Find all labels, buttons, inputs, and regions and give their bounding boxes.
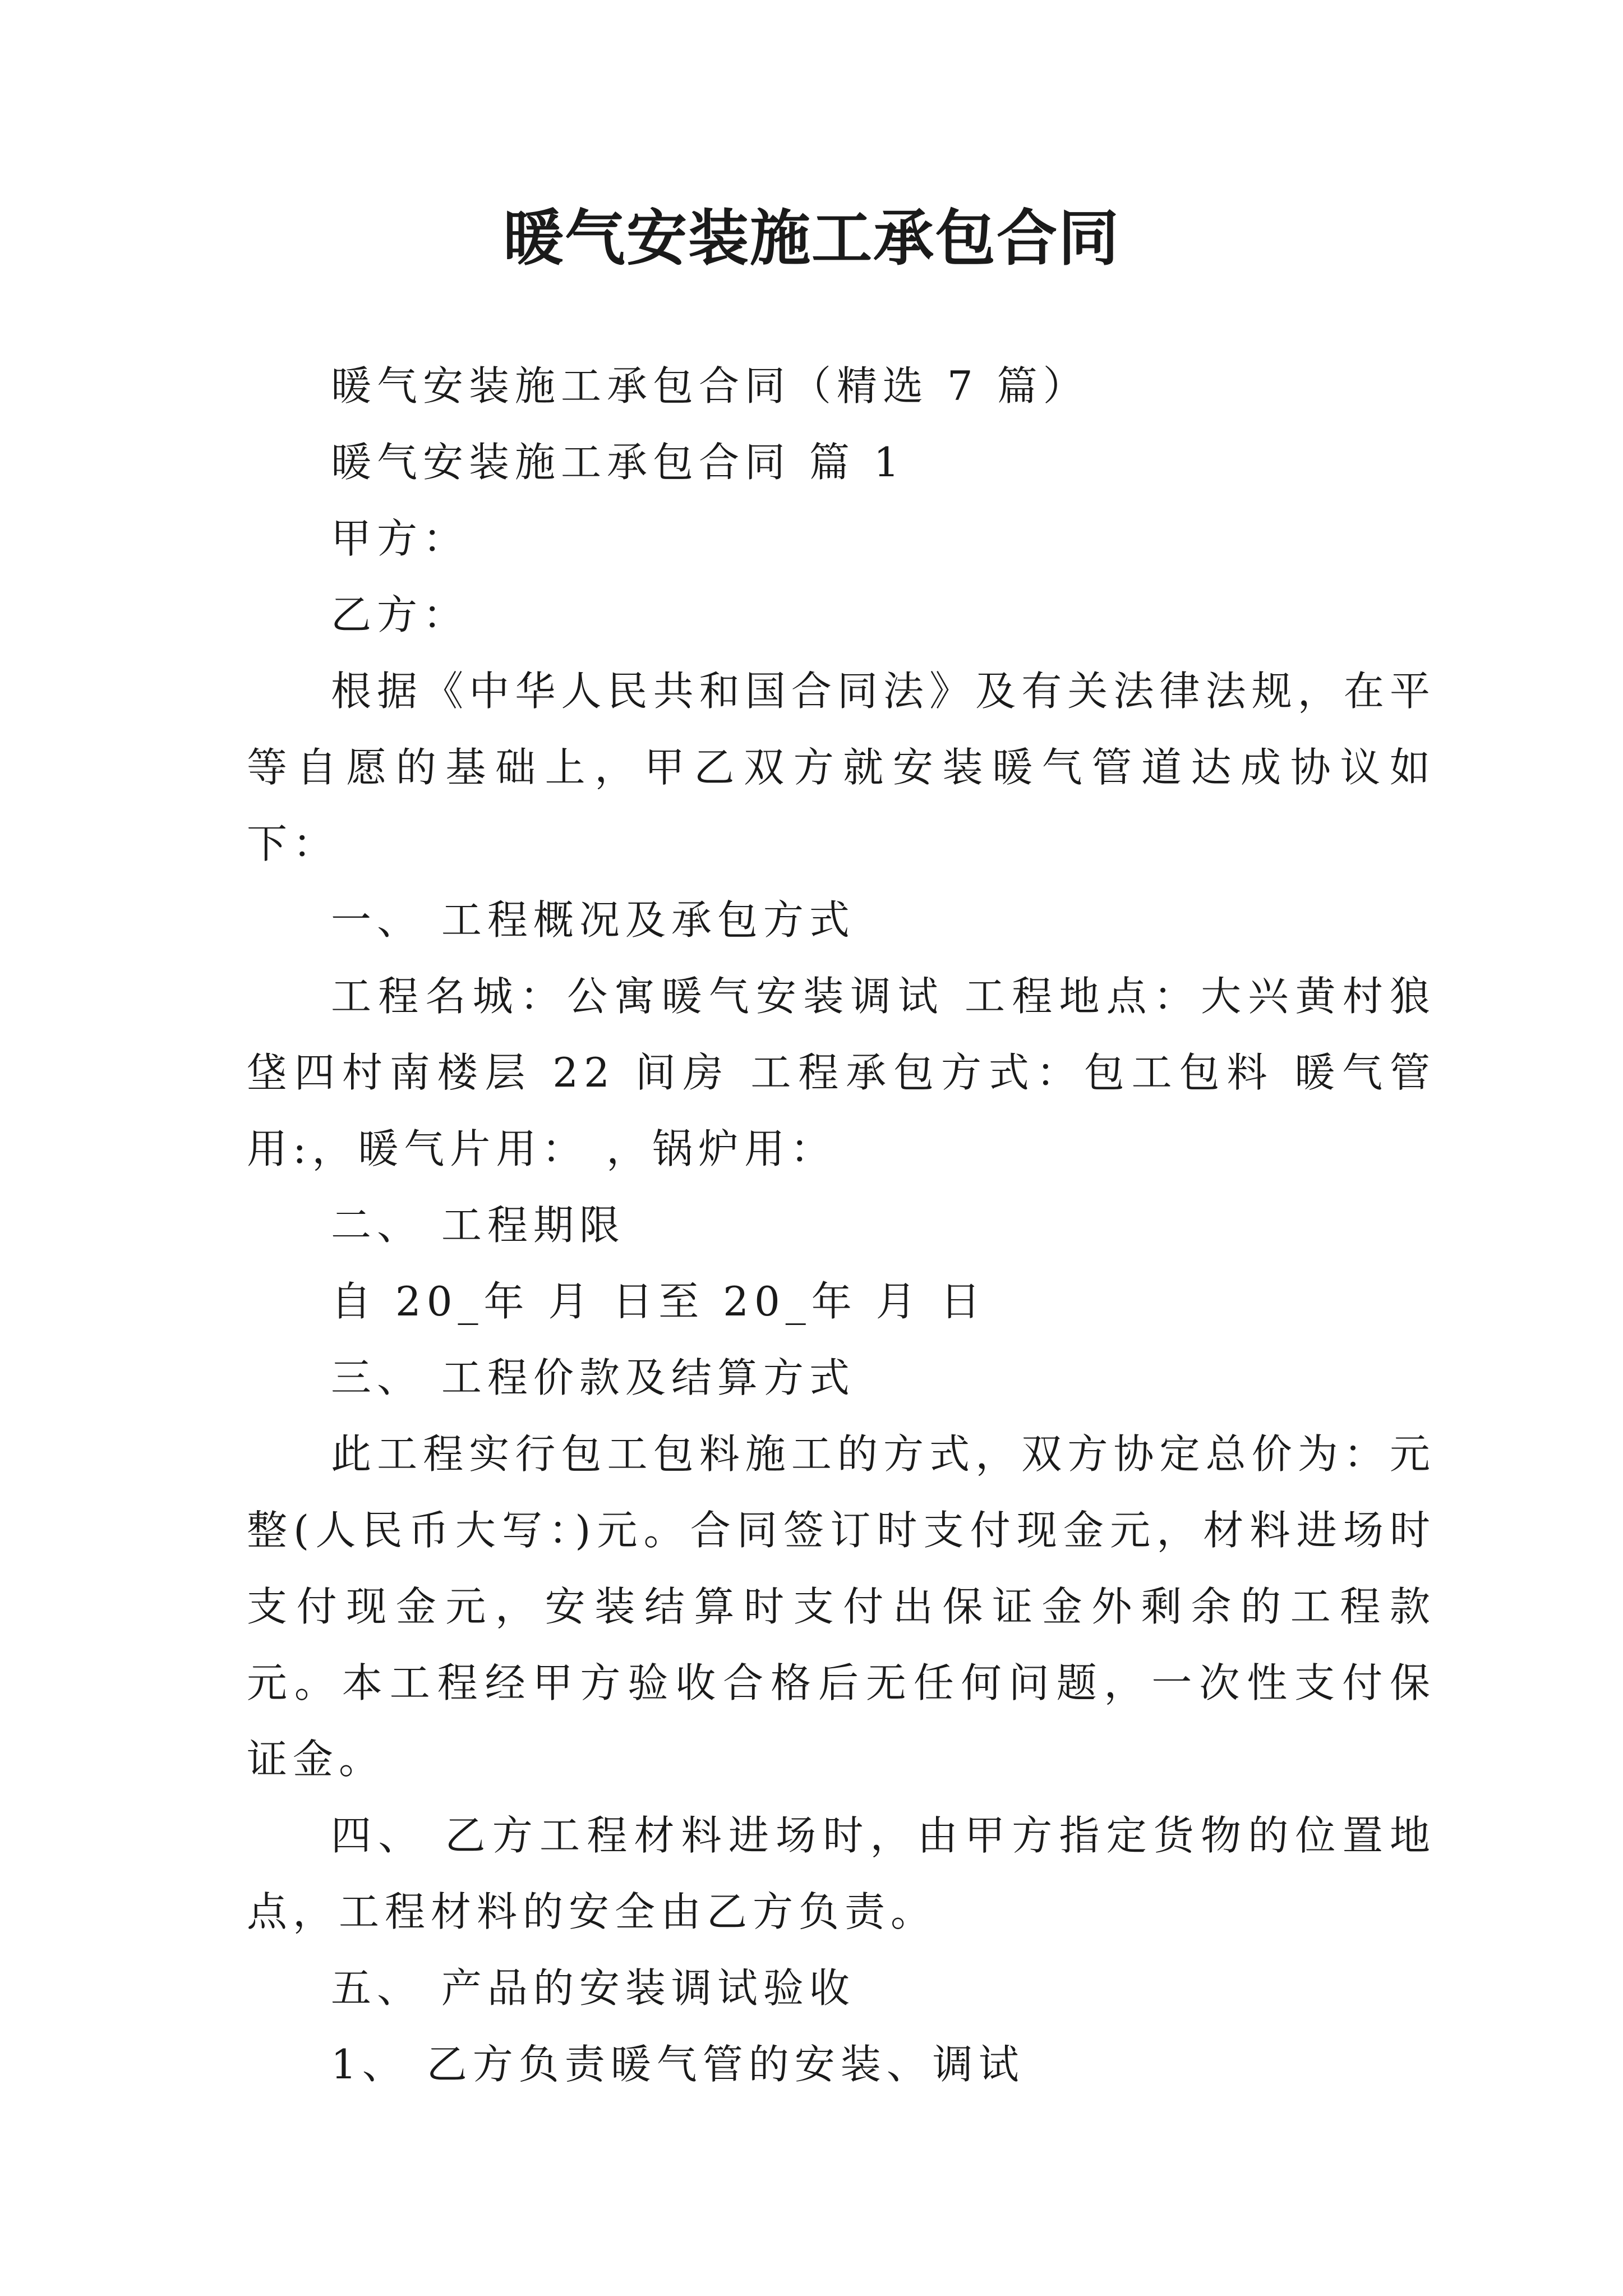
- paragraph-section-heading: 暖气安装施工承包合同 篇 1: [331, 439, 905, 486]
- paragraph-clause-3-heading: 三、 工程价款及结算方式: [331, 1354, 855, 1401]
- paragraph-clause-2-body: 自 20_年 月 日至 20_年 月 日: [331, 1278, 986, 1325]
- paragraph-subtitle: 暖气安装施工承包合同（精选 7 篇）: [331, 362, 1089, 409]
- paragraph-clause-1-heading: 一、 工程概况及承包方式: [331, 896, 855, 944]
- paragraph-clause-5-heading: 五、 产品的安装调试验收: [331, 1964, 855, 2012]
- document-title: 暖气安装施工承包合同: [502, 203, 1120, 274]
- paragraph-clause-3-body: 此工程实行包工包料施工的方式，双方协定总价为：元整(人民币大写：)元。合同签订时支付现金元，材料进场时支付现金元，安装结算时支付出保证金外剩余的工程款元。本工程经甲方验收合格后无任何问题，一次性支付保证金。: [247, 1430, 1436, 1783]
- paragraph-clause-4: 四、 乙方工程材料进场时，由甲方指定货物的位置地点，工程材料的安全由乙方负责。: [247, 1812, 1436, 1935]
- paragraph-party-a: 甲方：: [331, 515, 469, 562]
- document-body: [247, 348, 1436, 2102]
- paragraph-party-b: 乙方：: [331, 591, 469, 638]
- paragraph-clause-5-item-1: 1、 乙方负责暖气管的安装、调试: [331, 2041, 1025, 2088]
- paragraph-preamble: 根据《中华人民共和国合同法》及有关法律法规，在平等自愿的基础上，甲乙双方就安装暖气管道达成协议如下：: [247, 668, 1436, 867]
- paragraph-clause-1-body: 工程名城：公寓暖气安装调试 工程地点：大兴黄村狼垡四村南楼层 22 间房 工程承包方式：包工包料 暖气管用:，暖气片用： ，锅炉用：: [247, 973, 1436, 1172]
- paragraph-clause-2-heading: 二、 工程期限: [331, 1202, 625, 1249]
